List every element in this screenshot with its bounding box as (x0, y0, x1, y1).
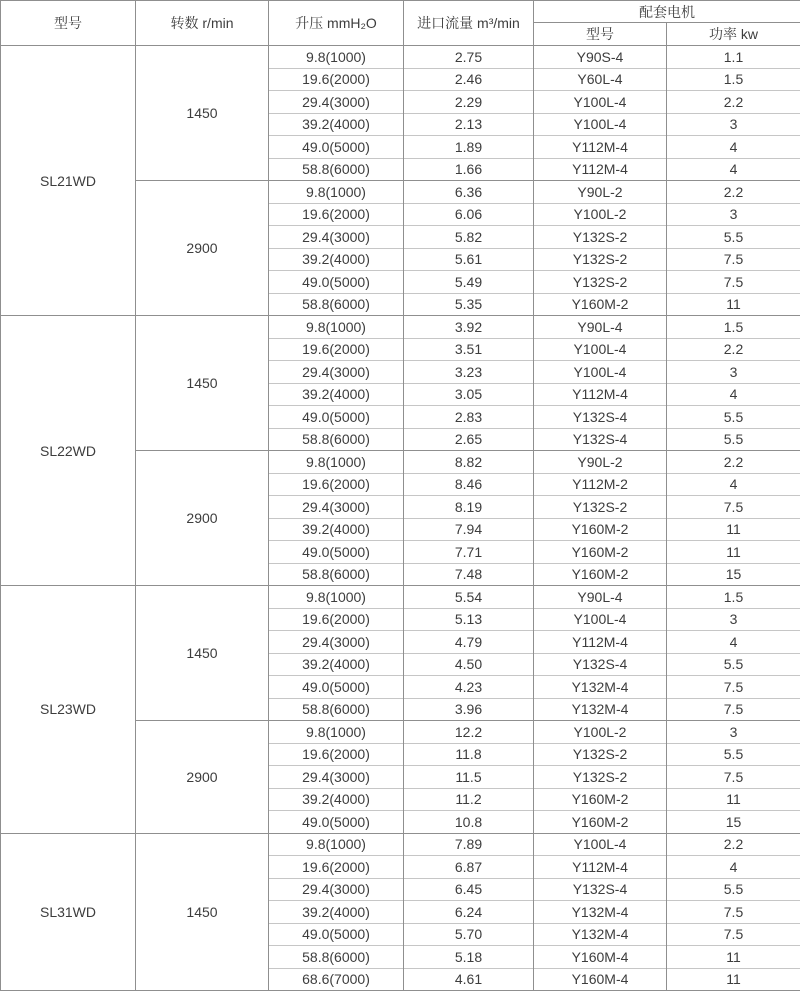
pressure-cell: 29.4(3000) (269, 766, 404, 789)
motor-model-cell: Y132S-2 (534, 226, 667, 249)
speed-cell: 2900 (136, 451, 269, 586)
motor-model-cell: Y100L-2 (534, 721, 667, 744)
flow-cell: 2.46 (404, 68, 534, 91)
motor-power-cell: 3 (667, 608, 800, 631)
pressure-cell: 9.8(1000) (269, 451, 404, 474)
pressure-cell: 9.8(1000) (269, 181, 404, 204)
motor-model-cell: Y112M-2 (534, 473, 667, 496)
pressure-cell: 19.6(2000) (269, 743, 404, 766)
motor-model-cell: Y90L-2 (534, 181, 667, 204)
pressure-cell: 68.6(7000) (269, 968, 404, 991)
motor-model-cell: Y90S-4 (534, 46, 667, 69)
motor-power-cell: 1.1 (667, 46, 800, 69)
flow-cell: 3.51 (404, 338, 534, 361)
flow-cell: 11.5 (404, 766, 534, 789)
flow-cell: 4.79 (404, 631, 534, 654)
header-motor-power: 功率 kw (667, 23, 800, 46)
motor-power-cell: 7.5 (667, 923, 800, 946)
motor-model-cell: Y100L-4 (534, 608, 667, 631)
pressure-cell: 9.8(1000) (269, 316, 404, 339)
motor-power-cell: 11 (667, 518, 800, 541)
motor-power-cell: 5.5 (667, 428, 800, 451)
motor-model-cell: Y132S-2 (534, 271, 667, 294)
motor-power-cell: 15 (667, 811, 800, 834)
motor-power-cell: 7.5 (667, 676, 800, 699)
motor-power-cell: 3 (667, 361, 800, 384)
flow-cell: 4.23 (404, 676, 534, 699)
pressure-cell: 9.8(1000) (269, 721, 404, 744)
motor-model-cell: Y132S-2 (534, 766, 667, 789)
pressure-cell: 39.2(4000) (269, 113, 404, 136)
pressure-cell: 58.8(6000) (269, 428, 404, 451)
motor-power-cell: 11 (667, 946, 800, 969)
header-model: 型号 (1, 1, 136, 46)
flow-cell: 7.94 (404, 518, 534, 541)
pressure-cell: 49.0(5000) (269, 676, 404, 699)
pressure-cell: 58.8(6000) (269, 698, 404, 721)
pressure-cell: 29.4(3000) (269, 91, 404, 114)
motor-power-cell: 1.5 (667, 586, 800, 609)
pressure-cell: 39.2(4000) (269, 901, 404, 924)
header-flow: 进口流量 m³/min (404, 1, 534, 46)
flow-cell: 4.50 (404, 653, 534, 676)
flow-cell: 6.06 (404, 203, 534, 226)
motor-power-cell: 11 (667, 541, 800, 564)
motor-power-cell: 3 (667, 203, 800, 226)
pressure-cell: 39.2(4000) (269, 248, 404, 271)
table-row (1, 316, 800, 339)
pressure-cell: 19.6(2000) (269, 856, 404, 879)
pressure-cell: 19.6(2000) (269, 68, 404, 91)
flow-cell: 8.19 (404, 496, 534, 519)
flow-cell: 7.71 (404, 541, 534, 564)
motor-model-cell: Y132S-4 (534, 878, 667, 901)
motor-model-cell: Y100L-4 (534, 91, 667, 114)
flow-cell: 5.61 (404, 248, 534, 271)
motor-power-cell: 7.5 (667, 496, 800, 519)
flow-cell: 3.92 (404, 316, 534, 339)
motor-power-cell: 11 (667, 968, 800, 991)
pressure-cell: 9.8(1000) (269, 833, 404, 856)
motor-power-cell: 3 (667, 113, 800, 136)
table-row (1, 586, 800, 609)
pressure-cell: 58.8(6000) (269, 563, 404, 586)
flow-cell: 5.54 (404, 586, 534, 609)
flow-cell: 5.18 (404, 946, 534, 969)
flow-cell: 12.2 (404, 721, 534, 744)
flow-cell: 11.2 (404, 788, 534, 811)
pressure-cell: 49.0(5000) (269, 541, 404, 564)
flow-cell: 2.83 (404, 406, 534, 429)
speed-cell: 1450 (136, 316, 269, 451)
motor-power-cell: 2.2 (667, 338, 800, 361)
pressure-cell: 58.8(6000) (269, 946, 404, 969)
pressure-cell: 49.0(5000) (269, 923, 404, 946)
motor-power-cell: 5.5 (667, 878, 800, 901)
pressure-cell: 29.4(3000) (269, 226, 404, 249)
pressure-cell: 29.4(3000) (269, 361, 404, 384)
table-header (1, 1, 800, 46)
table-row (1, 833, 800, 856)
speed-cell: 1450 (136, 586, 269, 721)
flow-cell: 3.96 (404, 698, 534, 721)
motor-model-cell: Y112M-4 (534, 631, 667, 654)
flow-cell: 5.82 (404, 226, 534, 249)
motor-power-cell: 5.5 (667, 653, 800, 676)
speed-cell: 2900 (136, 181, 269, 316)
flow-cell: 6.36 (404, 181, 534, 204)
motor-power-cell: 5.5 (667, 226, 800, 249)
motor-model-cell: Y132M-4 (534, 923, 667, 946)
flow-cell: 4.61 (404, 968, 534, 991)
motor-power-cell: 1.5 (667, 316, 800, 339)
pressure-cell: 39.2(4000) (269, 383, 404, 406)
flow-cell: 2.13 (404, 113, 534, 136)
motor-model-cell: Y160M-2 (534, 293, 667, 316)
pressure-cell: 39.2(4000) (269, 788, 404, 811)
flow-cell: 2.75 (404, 46, 534, 69)
header-motor-group: 配套电机 (534, 1, 800, 23)
header-pressure: 升压 mmH₂O (269, 1, 404, 46)
motor-model-cell: Y160M-2 (534, 518, 667, 541)
motor-power-cell: 4 (667, 473, 800, 496)
motor-model-cell: Y90L-4 (534, 586, 667, 609)
motor-model-cell: Y60L-4 (534, 68, 667, 91)
flow-cell: 3.05 (404, 383, 534, 406)
motor-model-cell: Y160M-2 (534, 563, 667, 586)
flow-cell: 5.70 (404, 923, 534, 946)
motor-power-cell: 4 (667, 158, 800, 181)
motor-model-cell: Y100L-4 (534, 338, 667, 361)
motor-model-cell: Y112M-4 (534, 856, 667, 879)
flow-cell: 7.48 (404, 563, 534, 586)
motor-model-cell: Y132S-2 (534, 743, 667, 766)
pressure-cell: 58.8(6000) (269, 293, 404, 316)
motor-model-cell: Y132M-4 (534, 698, 667, 721)
flow-cell: 6.45 (404, 878, 534, 901)
pressure-cell: 39.2(4000) (269, 518, 404, 541)
pressure-cell: 39.2(4000) (269, 653, 404, 676)
pressure-cell: 49.0(5000) (269, 136, 404, 159)
motor-model-cell: Y160M-2 (534, 811, 667, 834)
flow-cell: 2.29 (404, 91, 534, 114)
pressure-cell: 58.8(6000) (269, 158, 404, 181)
motor-power-cell: 11 (667, 788, 800, 811)
motor-model-cell: Y132S-4 (534, 653, 667, 676)
flow-cell: 10.8 (404, 811, 534, 834)
header-motor-model: 型号 (534, 23, 667, 46)
motor-power-cell: 4 (667, 383, 800, 406)
pressure-cell: 19.6(2000) (269, 608, 404, 631)
pressure-cell: 9.8(1000) (269, 46, 404, 69)
motor-power-cell: 7.5 (667, 248, 800, 271)
flow-cell: 11.8 (404, 743, 534, 766)
motor-model-cell: Y160M-2 (534, 541, 667, 564)
pressure-cell: 29.4(3000) (269, 878, 404, 901)
motor-model-cell: Y100L-4 (534, 113, 667, 136)
motor-model-cell: Y100L-4 (534, 361, 667, 384)
flow-cell: 1.66 (404, 158, 534, 181)
motor-model-cell: Y112M-4 (534, 136, 667, 159)
flow-cell: 6.24 (404, 901, 534, 924)
motor-model-cell: Y160M-2 (534, 788, 667, 811)
motor-model-cell: Y132S-4 (534, 428, 667, 451)
flow-cell: 7.89 (404, 833, 534, 856)
speed-cell: 2900 (136, 721, 269, 834)
motor-power-cell: 4 (667, 136, 800, 159)
motor-model-cell: Y132S-2 (534, 248, 667, 271)
motor-power-cell: 3 (667, 721, 800, 744)
motor-model-cell: Y132M-4 (534, 901, 667, 924)
motor-model-cell: Y132M-4 (534, 676, 667, 699)
motor-power-cell: 4 (667, 856, 800, 879)
motor-power-cell: 15 (667, 563, 800, 586)
flow-cell: 2.65 (404, 428, 534, 451)
flow-cell: 5.35 (404, 293, 534, 316)
motor-power-cell: 1.5 (667, 68, 800, 91)
motor-power-cell: 7.5 (667, 698, 800, 721)
flow-cell: 8.46 (404, 473, 534, 496)
table-row (1, 46, 800, 69)
motor-power-cell: 7.5 (667, 901, 800, 924)
flow-cell: 5.49 (404, 271, 534, 294)
table-body (1, 46, 800, 991)
model-cell: SL23WD (1, 586, 136, 834)
motor-model-cell: Y90L-4 (534, 316, 667, 339)
header-speed: 转数 r/min (136, 1, 269, 46)
motor-power-cell: 7.5 (667, 766, 800, 789)
motor-model-cell: Y160M-4 (534, 968, 667, 991)
flow-cell: 8.82 (404, 451, 534, 474)
pressure-cell: 19.6(2000) (269, 338, 404, 361)
motor-power-cell: 2.2 (667, 91, 800, 114)
motor-model-cell: Y100L-4 (534, 833, 667, 856)
motor-power-cell: 5.5 (667, 743, 800, 766)
model-cell: SL21WD (1, 46, 136, 316)
motor-model-cell: Y112M-4 (534, 158, 667, 181)
header-row-1 (1, 1, 800, 23)
pressure-cell: 49.0(5000) (269, 406, 404, 429)
motor-power-cell: 2.2 (667, 833, 800, 856)
flow-cell: 1.89 (404, 136, 534, 159)
motor-model-cell: Y132S-2 (534, 496, 667, 519)
motor-power-cell: 4 (667, 631, 800, 654)
pressure-cell: 29.4(3000) (269, 631, 404, 654)
model-cell: SL31WD (1, 833, 136, 991)
motor-model-cell: Y132S-4 (534, 406, 667, 429)
motor-model-cell: Y90L-2 (534, 451, 667, 474)
motor-power-cell: 2.2 (667, 181, 800, 204)
motor-power-cell: 11 (667, 293, 800, 316)
pressure-cell: 29.4(3000) (269, 496, 404, 519)
pressure-cell: 19.6(2000) (269, 473, 404, 496)
pressure-cell: 19.6(2000) (269, 203, 404, 226)
flow-cell: 6.87 (404, 856, 534, 879)
pressure-cell: 49.0(5000) (269, 811, 404, 834)
motor-power-cell: 5.5 (667, 406, 800, 429)
speed-cell: 1450 (136, 833, 269, 991)
motor-model-cell: Y112M-4 (534, 383, 667, 406)
motor-power-cell: 2.2 (667, 451, 800, 474)
flow-cell: 3.23 (404, 361, 534, 384)
pressure-cell: 49.0(5000) (269, 271, 404, 294)
model-cell: SL22WD (1, 316, 136, 586)
motor-model-cell: Y100L-2 (534, 203, 667, 226)
flow-cell: 5.13 (404, 608, 534, 631)
pressure-cell: 9.8(1000) (269, 586, 404, 609)
motor-power-cell: 7.5 (667, 271, 800, 294)
speed-cell: 1450 (136, 46, 269, 181)
motor-model-cell: Y160M-4 (534, 946, 667, 969)
